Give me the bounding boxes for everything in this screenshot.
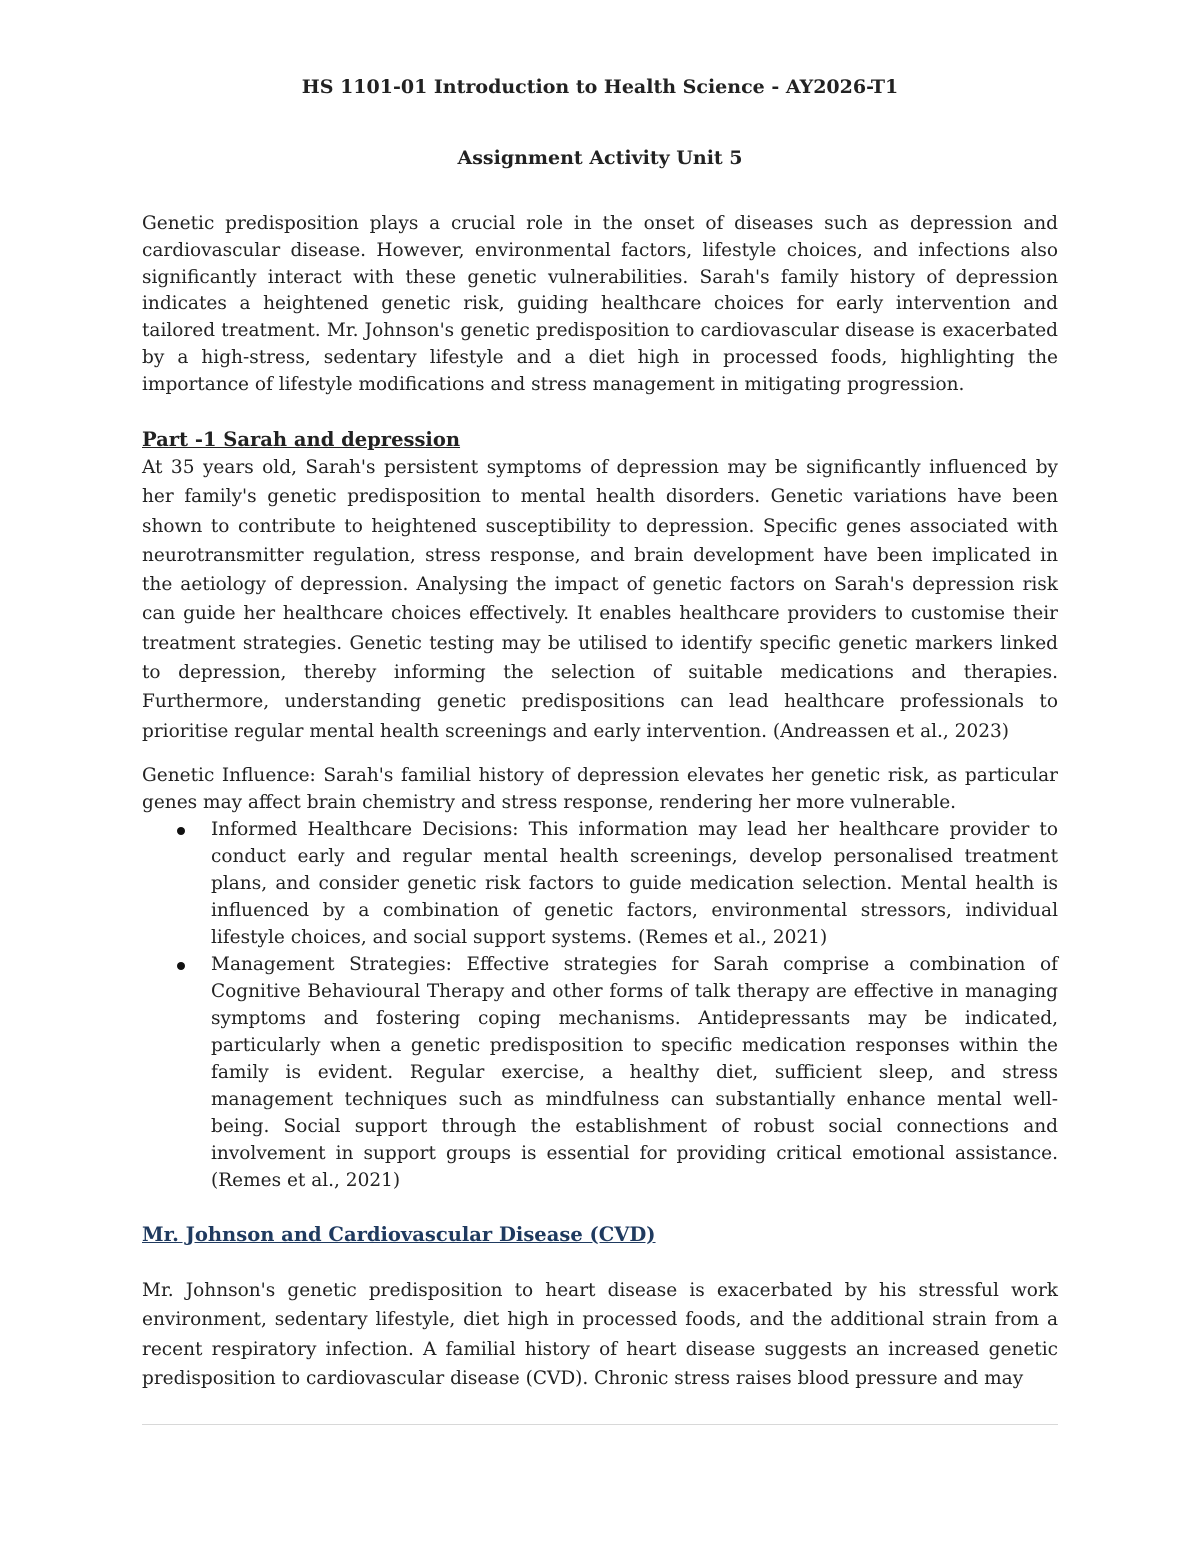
intro-paragraph: Genetic predisposition plays a crucial role in the onset of diseases such as depression and cardiovascular disease. However, environmental factors, lifestyle choices, and infections also significantly interact with these genetic vulnerabilities. Sarah's family history of depression indicates a heightened genetic risk, guiding healthcare choices for early intervention and tailored treatment. Mr. Johnson's genetic predisposition to cardiovascular disease is exacerbated by a high-stress, sedentary lifestyle and a diet high in processed foods, highlighting the importance of lifestyle modifications and stress management in mitigating progression. [142, 213, 1058, 395]
part1-heading: Part -1 Sarah and depression [142, 428, 461, 451]
bullet-text-informed-decisions: Informed Healthcare Decisions: This information may lead her healthcare provider to conduct early and regular mental health screenings, develop personalised treatment plans, and consider genetic risk factors to guide medication selection. Mental health is influenced by a combination of genetic factors, environmental stressors, individual lifestyle choices, and social support systems. (Remes et al., 2021) [211, 819, 1058, 948]
cvd-body-paragraph: Mr. Johnson's genetic predisposition to heart disease is exacerbated by his stressful work environment, sedentary lifestyle, diet high in processed foods, and the additional strain from a recent respiratory infection. A familial history of heart disease suggests an increased genetic predisposition to cardiovascular disease (CVD). Chronic stress raises blood pressure and may [142, 1280, 1058, 1389]
page-footer-divider [142, 1424, 1058, 1425]
cvd-heading: Mr. Johnson and Cardiovascular Disease (CVD) [142, 1223, 656, 1246]
assignment-title: Assignment Activity Unit 5 [457, 147, 743, 169]
bullet-list [142, 816, 1058, 1194]
course-title: HS 1101-01 Introduction to Health Science - AY2026-T1 [301, 76, 899, 98]
bullet-icon [177, 962, 185, 970]
bullet-text-management-strategies: Management Strategies: Effective strategies for Sarah comprise a combination of Cognitive Behavioural Therapy and other forms of talk therapy are effective in managing symptoms and fostering coping mechanisms. Antidepressants may be indicated, particularly when a genetic predisposition to specific medication responses within the family is evident. Regular exercise, a healthy diet, sufficient sleep, and stress management techniques such as mindfulness can substantially enhance mental well-being. Social support through the establishment of robust social connections and involvement in support groups is essential for providing critical emotional assistance. (Remes et al., 2021) [211, 954, 1058, 1191]
bullet-icon [177, 827, 185, 835]
part1-body-paragraph: At 35 years old, Sarah's persistent symptoms of depression may be significantly influenced by her family's genetic predisposition to mental health disorders. Genetic variations have been shown to contribute to heightened susceptibility to depression. Specific genes associated with neurotransmitter regulation, stress response, and brain development have been implicated in the aetiology of depression. Analysing the impact of genetic factors on Sarah's depression risk can guide her healthcare choices effectively. It enables healthcare providers to customise their treatment strategies. Genetic testing may be utilised to identify specific genetic markers linked to depression, thereby informing the selection of suitable medications and therapies. Furthermore, understanding genetic predispositions can lead healthcare professionals to prioritise regular mental health screenings and early intervention. (Andreassen et al., 2023) [142, 457, 1058, 742]
list-item [142, 816, 1058, 951]
list-item [142, 951, 1058, 1194]
genetic-influence-paragraph: Genetic Influence: Sarah's familial history of depression elevates her genetic risk, as particular genes may affect brain chemistry and stress response, rendering her more vulnerable. [142, 765, 1058, 813]
